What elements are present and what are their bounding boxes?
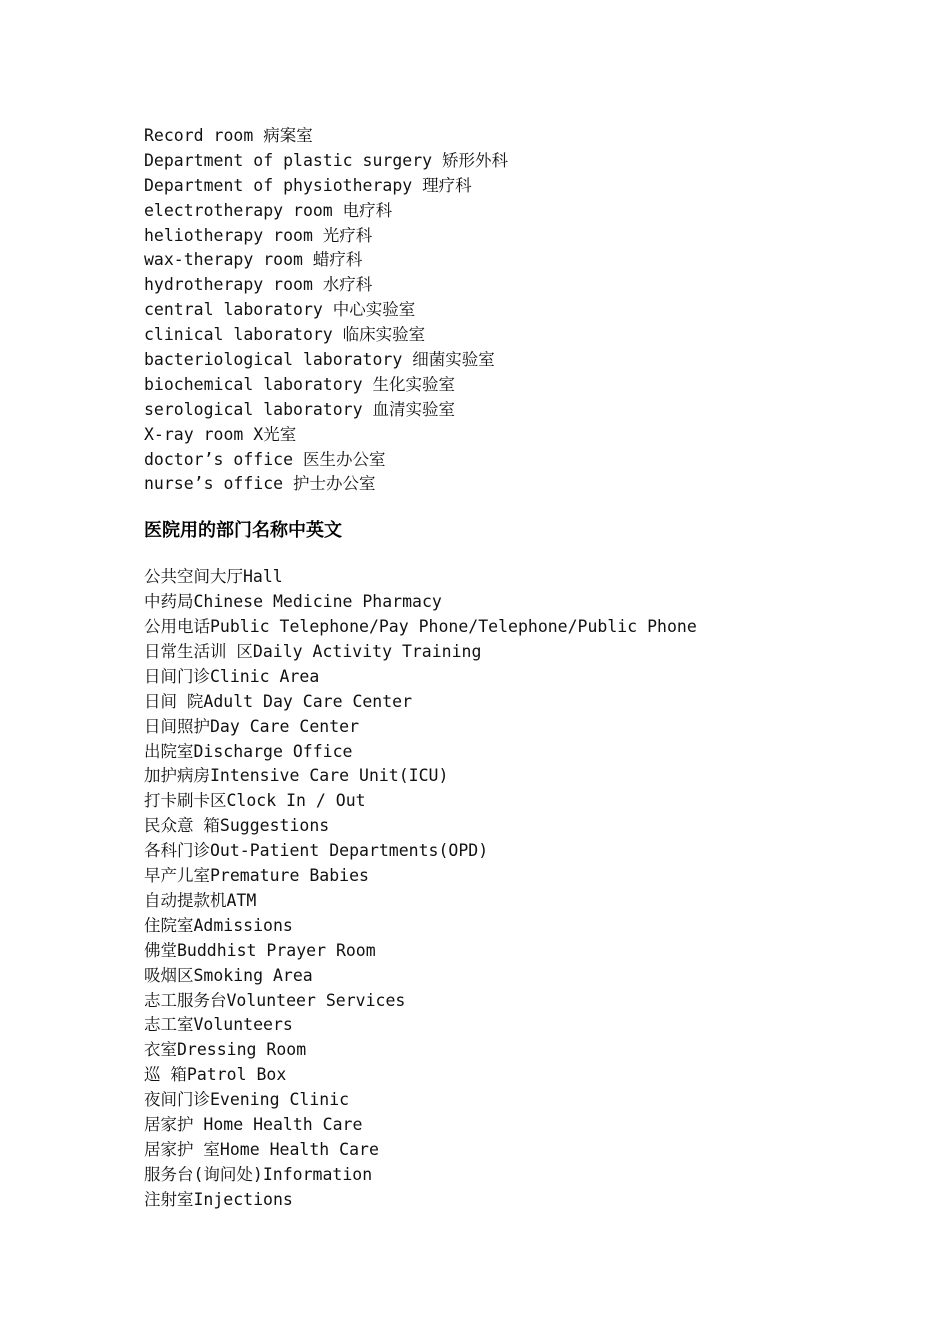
list-item: 住院室Admissions — [144, 915, 293, 935]
list-item: 夜间门诊Evening Clinic — [144, 1090, 350, 1110]
list-item: 志工服务台Volunteer Services — [144, 990, 406, 1010]
list-item: 居家护 室Home Health Care — [144, 1139, 379, 1159]
list-item: electrotherapy room 电疗科 — [144, 200, 393, 220]
list-item: 早产儿室Premature Babies — [144, 866, 369, 886]
list-item: 各科门诊Out-Patient Departments(OPD) — [144, 841, 489, 861]
list-item: Department of physiotherapy 理疗科 — [144, 175, 472, 195]
list-item: 佛堂Buddhist Prayer Room — [144, 940, 376, 960]
list-item: 出院室Discharge Office — [144, 741, 353, 761]
list-item: 日间门诊Clinic Area — [144, 666, 320, 686]
list-item: 中药局Chinese Medicine Pharmacy — [144, 592, 442, 612]
list-item: 日间 院Adult Day Care Center — [144, 691, 413, 711]
list-item: doctor’s office 医生办公室 — [144, 449, 386, 469]
document-content — [144, 124, 904, 1213]
list-item: 公共空间大厅Hall — [144, 567, 283, 587]
list-item: 服务台(询问处)Information — [144, 1164, 373, 1184]
list-item: wax-therapy room 蜡疗科 — [144, 250, 363, 270]
list-item: 志工室Volunteers — [144, 1015, 293, 1035]
list-item: 自动提款机ATM — [144, 890, 257, 910]
list-item: serological laboratory 血清实验室 — [144, 399, 455, 419]
list-item: bacteriological laboratory 细菌实验室 — [144, 350, 495, 370]
room-list-english-chinese — [144, 124, 904, 497]
list-item: 加护病房Intensive Care Unit(ICU) — [144, 766, 449, 786]
list-item: X-ray room X光室 — [144, 424, 297, 444]
list-item: biochemical laboratory 生化实验室 — [144, 374, 455, 394]
list-item: 衣室Dressing Room — [144, 1040, 307, 1060]
list-item: 民众意 箱Suggestions — [144, 816, 330, 836]
list-item: Department of plastic surgery 矫形外科 — [144, 150, 509, 170]
list-item: hydrotherapy room 水疗科 — [144, 275, 373, 295]
list-item: 居家护 Home Health Care — [144, 1114, 363, 1134]
list-item: 打卡刷卡区Clock In / Out — [144, 791, 366, 811]
department-list-chinese-english — [144, 565, 904, 1212]
list-item: 日常生活训 区Daily Activity Training — [144, 642, 482, 662]
list-item: 巡 箱Patrol Box — [144, 1065, 287, 1085]
list-item: 注射室Injections — [144, 1189, 293, 1209]
section-heading: 医院用的部门名称中英文 — [144, 520, 342, 542]
list-item: nurse’s office 护士办公室 — [144, 474, 376, 494]
list-item: heliotherapy room 光疗科 — [144, 225, 373, 245]
list-item: 公用电话Public Telephone/Pay Phone/Telephone/Public Phone — [144, 617, 697, 637]
list-item: central laboratory 中心实验室 — [144, 300, 416, 320]
list-item: 吸烟区Smoking Area — [144, 965, 313, 985]
list-item: clinical laboratory 临床实验室 — [144, 325, 426, 345]
list-item: Record room 病案室 — [144, 126, 313, 145]
list-item: 日间照护Day Care Center — [144, 716, 360, 736]
